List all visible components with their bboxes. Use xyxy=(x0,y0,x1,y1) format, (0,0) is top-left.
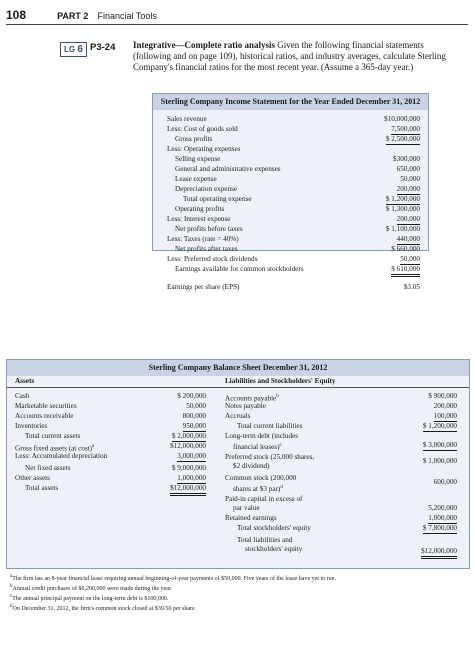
income-statement xyxy=(152,93,429,291)
is-row: Total operating expense $ 1,200,000 xyxy=(183,195,420,203)
liability-label: Total stockholders' equity xyxy=(237,524,311,532)
is-row: Selling expense $300,000 xyxy=(175,155,420,163)
liability-value: 600,000 xyxy=(433,478,457,486)
problem-number: P3-24 xyxy=(90,42,116,53)
footnote: $^c$The annual principal payment on the long-term debt is $100,000. xyxy=(10,594,169,602)
is-row: Less: Preferred stock dividends 50,000 xyxy=(167,255,420,263)
is-row: Net profits after taxes $ 660,000 xyxy=(175,245,420,253)
asset-value: 3,000,000 xyxy=(177,452,206,460)
asset-value: 1,000,000 xyxy=(177,474,206,482)
asset-value: 50,000 xyxy=(186,402,206,410)
asset-value: $ 9,000,000 xyxy=(171,464,206,472)
is-row: Less: Interest expense 200,000 xyxy=(167,215,420,223)
problem-body: Given the following financial statements (following and on page 109), historical ratios, and industry averages, calculate Sterling Company's financial ratios for the most recent year. (Assume a 365-day year.) xyxy=(133,40,446,72)
asset-label: Net fixed assets xyxy=(25,464,71,472)
footnotes xyxy=(10,573,466,613)
problem-title: Integrative—Complete ratio analysis xyxy=(133,40,275,50)
asset-label: Less: Accumulated depreciation xyxy=(15,452,108,460)
section-label: Financial Tools xyxy=(97,11,157,21)
liability-label: Total current liabilities xyxy=(237,422,303,430)
asset-label: Inventories xyxy=(15,422,48,430)
liability-value: $ 1,200,000 xyxy=(422,422,457,430)
liability-value: 100,000 xyxy=(433,412,457,420)
footnote: $^b$Annual credit purchases of $6,200,000 were made during the year. xyxy=(10,584,173,592)
liability-label: Paid-in capital in excess of par value xyxy=(225,495,303,512)
liability-value: 5,200,000 xyxy=(428,504,457,512)
liabilities-header: Liabilities and Stockholders' Equity xyxy=(225,377,336,385)
is-row: Less: Taxes (rate = 40%) 440,000 xyxy=(167,235,420,243)
balance-sheet xyxy=(6,359,470,569)
is-row: Less: Operating expenses xyxy=(167,145,241,153)
asset-value: $ 2,000,000 xyxy=(171,432,206,440)
footnote: $^d$On December 31, 2012, the firm's common stock closed at $39.50 per share. xyxy=(10,604,197,612)
liability-label: Common stock (200,000 shares at $3 par)$^d$ xyxy=(225,474,297,494)
asset-value: $12,000,000 xyxy=(170,442,206,450)
lg-number: 6 xyxy=(77,44,83,55)
problem-text xyxy=(133,40,463,73)
liability-value: $ 3,000,000 xyxy=(422,441,457,449)
liability-label: Accruals xyxy=(225,412,251,420)
asset-label: Marketable securities xyxy=(15,402,77,410)
assets-header: Assets xyxy=(15,377,35,385)
page-number: 108 xyxy=(6,8,27,22)
is-row: Net profits before taxes $ 1,100,000 xyxy=(175,225,420,233)
header-rule xyxy=(6,24,468,25)
liability-value: $ 1,000,000 xyxy=(422,457,457,465)
asset-label: Gross fixed assets (at cost)$^a$ xyxy=(15,444,95,453)
asset-label: Total assets xyxy=(25,484,59,492)
is-row: Less: Cost of goods sold 7,500,000 xyxy=(167,125,420,133)
liability-value: $ 7,800,000 xyxy=(422,524,457,532)
is-row: Gross profits $ 2,500,000 xyxy=(175,135,420,143)
balance-sheet-title: Sterling Company Balance Sheet December 31, 2012 xyxy=(7,360,469,376)
learning-goal-badge xyxy=(60,42,87,57)
liability-label: Total liabilities and stockholders' equity xyxy=(237,536,303,553)
header-divider xyxy=(7,387,469,388)
is-eps-row: Earnings per share (EPS) $3.05 xyxy=(167,283,420,291)
liability-label: Preferred stock (25,000 shares, $2 dividend) xyxy=(225,453,315,470)
page-header xyxy=(6,8,157,22)
is-row: Sales revenue $10,000,000 xyxy=(167,115,420,123)
asset-value: $12,000,000 xyxy=(170,484,206,496)
part-label: PART 2 xyxy=(57,11,89,21)
asset-label: Cash xyxy=(15,392,30,400)
liability-value: $ 900,000 xyxy=(428,392,457,400)
liability-value: 200,000 xyxy=(433,402,457,410)
asset-label: Other assets xyxy=(15,474,50,482)
liability-label: Retained earnings xyxy=(225,514,277,522)
liability-value: 1,000,000 xyxy=(428,514,457,522)
asset-label: Accounts receivable xyxy=(15,412,74,420)
liability-value: $12,000,000 xyxy=(421,547,457,559)
is-row: Depreciation expense 200,000 xyxy=(175,185,420,193)
asset-label: Total current assets xyxy=(25,432,81,440)
is-row: General and administrative expenses 650,000 xyxy=(175,165,420,173)
liability-label: Notes payable xyxy=(225,402,266,410)
asset-value: 950,000 xyxy=(182,422,206,430)
asset-value: 800,000 xyxy=(182,412,206,420)
footnote: $^a$The firm has an 8-year financial lease requiring annual beginning-of-year payments of $50,000. Five years of the lease have yet to run. xyxy=(10,574,337,582)
asset-value: $ 200,000 xyxy=(177,392,206,400)
is-row: Earnings available for common stockholders $ 610,000 xyxy=(153,264,428,274)
income-statement-title: Sterling Company Income Statement for the Year Ended December 31, 2012 xyxy=(153,94,428,110)
is-row: Operating profits $ 1,300,000 xyxy=(175,205,420,213)
is-row: Lease expense 50,000 xyxy=(175,175,420,183)
liability-label: Long-term debt (includes financial leases)$^c$ xyxy=(225,432,299,452)
lg-label: LG xyxy=(64,45,76,54)
liability-label: Accounts payable$^b$ xyxy=(225,394,279,403)
